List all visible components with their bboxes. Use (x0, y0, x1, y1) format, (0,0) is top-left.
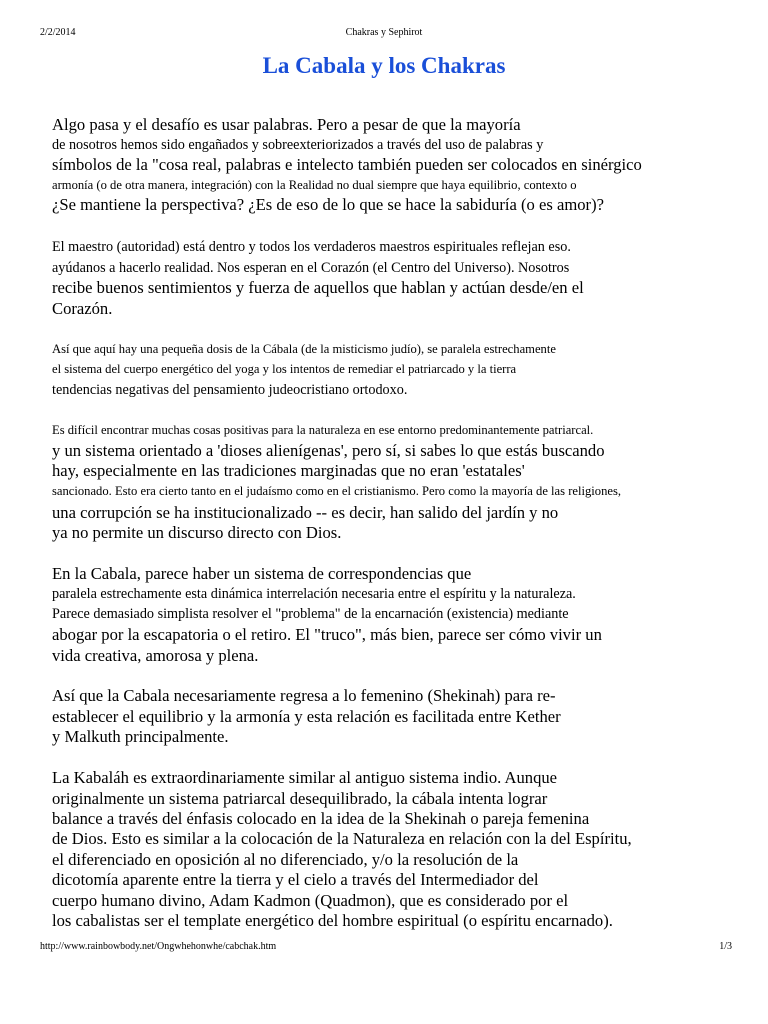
text-line: de Dios. Esto es similar a la colocación de la Naturaleza en relación con la del Espíritu, (52, 829, 632, 848)
text-line: Así que aquí hay una pequeña dosis de la Cábala (de la misticismo judío), se paralela estrechamente (52, 342, 556, 356)
text-line: una corrupción se ha institucionalizado -- es decir, han salido del jardín y no (52, 503, 559, 522)
header-title: Chakras y Sephirot (345, 27, 423, 38)
text-line: La Kabaláh es extraordinariamente similar al antiguo sistema indio. Aunque (52, 768, 558, 787)
text-line: armonía (o de otra manera, integración) con la Realidad no dual siempre que haya equilibrio, contexto o (52, 178, 577, 192)
text-line: paralela estrechamente esta dinámica interrelación necesaria entre el espíritu y la naturaleza. (52, 586, 576, 602)
text-line: En la Cabala, parece haber un sistema de correspondencias que (52, 564, 472, 583)
text-line: Así que la Cabala necesariamente regresa a lo femenino (Shekinah) para re- (52, 686, 556, 705)
text-line: ya no permite un discurso directo con Dios. (52, 523, 342, 542)
text-line: símbolos de la "cosa real, palabras e intelecto también pueden ser colocados en sinérgico (52, 155, 642, 174)
text-line: el diferenciado en oposición al no diferenciado, y/o la resolución de la (52, 850, 519, 869)
text-line: de nosotros hemos sido engañados y sobreexteriorizados a través del uso de palabras y (52, 137, 544, 153)
header-date: 2/2/2014 (40, 27, 76, 38)
text-line: y Malkuth principalmente. (52, 727, 229, 746)
text-line: Algo pasa y el desafío es usar palabras. Pero a pesar de que la mayoría (52, 115, 521, 134)
document-title: La Cabala y los Chakras (262, 53, 506, 78)
text-line: y un sistema orientado a 'dioses alienígenas', pero sí, si sabes lo que estás buscando (52, 441, 605, 460)
text-line: balance a través del énfasis colocado en la idea de la Shekinah o pareja femenina (52, 809, 590, 828)
text-line: abogar por la escapatoria o el retiro. El "truco", más bien, parece ser cómo vivir un (52, 625, 602, 644)
text-line: dicotomía aparente entre la tierra y el cielo a través del Intermediador del (52, 870, 539, 889)
text-line: cuerpo humano divino, Adam Kadmon (Quadmon), que es considerado por el (52, 891, 569, 910)
text-line: El maestro (autoridad) está dentro y todos los verdaderos maestros espirituales reflejan eso. (52, 239, 571, 255)
text-line: Es difícil encontrar muchas cosas positivas para la naturaleza en ese entorno predominantemente patriarcal. (52, 423, 594, 437)
text-line: recibe buenos sentimientos y fuerza de aquellos que hablan y actúan desde/en el (52, 278, 584, 297)
text-line: Parece demasiado simplista resolver el "problema" de la encarnación (existencia) mediante (52, 606, 569, 622)
text-line: hay, especialmente en las tradiciones marginadas que no eran 'estatales' (52, 461, 525, 480)
footer-page-number: 1/3 (719, 941, 732, 952)
text-line: sancionado. Esto era cierto tanto en el judaísmo como en el cristianismo. Pero como la mayoría de las religiones, (52, 484, 622, 498)
text-line: originalmente un sistema patriarcal desequilibrado, la cábala intenta lograr (52, 789, 548, 808)
text-line: los cabalistas ser el template energético del hombre espiritual (o espíritu encarnado). (52, 911, 613, 930)
text-line: establecer el equilibrio y la armonía y esta relación es facilitada entre Kether (52, 707, 561, 726)
text-line: tendencias negativas del pensamiento judeocristiano ortodoxo. (52, 382, 408, 398)
text-line: ¿Se mantiene la perspectiva? ¿Es de eso de lo que se hace la sabiduría (o es amor)? (52, 195, 604, 214)
text-line: el sistema del cuerpo energético del yoga y los intentos de remediar el patriarcado y la tierra (52, 362, 517, 376)
text-line: ayúdanos a hacerlo realidad. Nos esperan en el Corazón (el Centro del Universo). Nosotros (52, 260, 570, 276)
footer-url: http://www.rainbowbody.net/Ongwhehonwhe/cabchak.htm (40, 941, 277, 952)
text-line: vida creativa, amorosa y plena. (52, 646, 259, 665)
text-line: Corazón. (52, 299, 113, 318)
